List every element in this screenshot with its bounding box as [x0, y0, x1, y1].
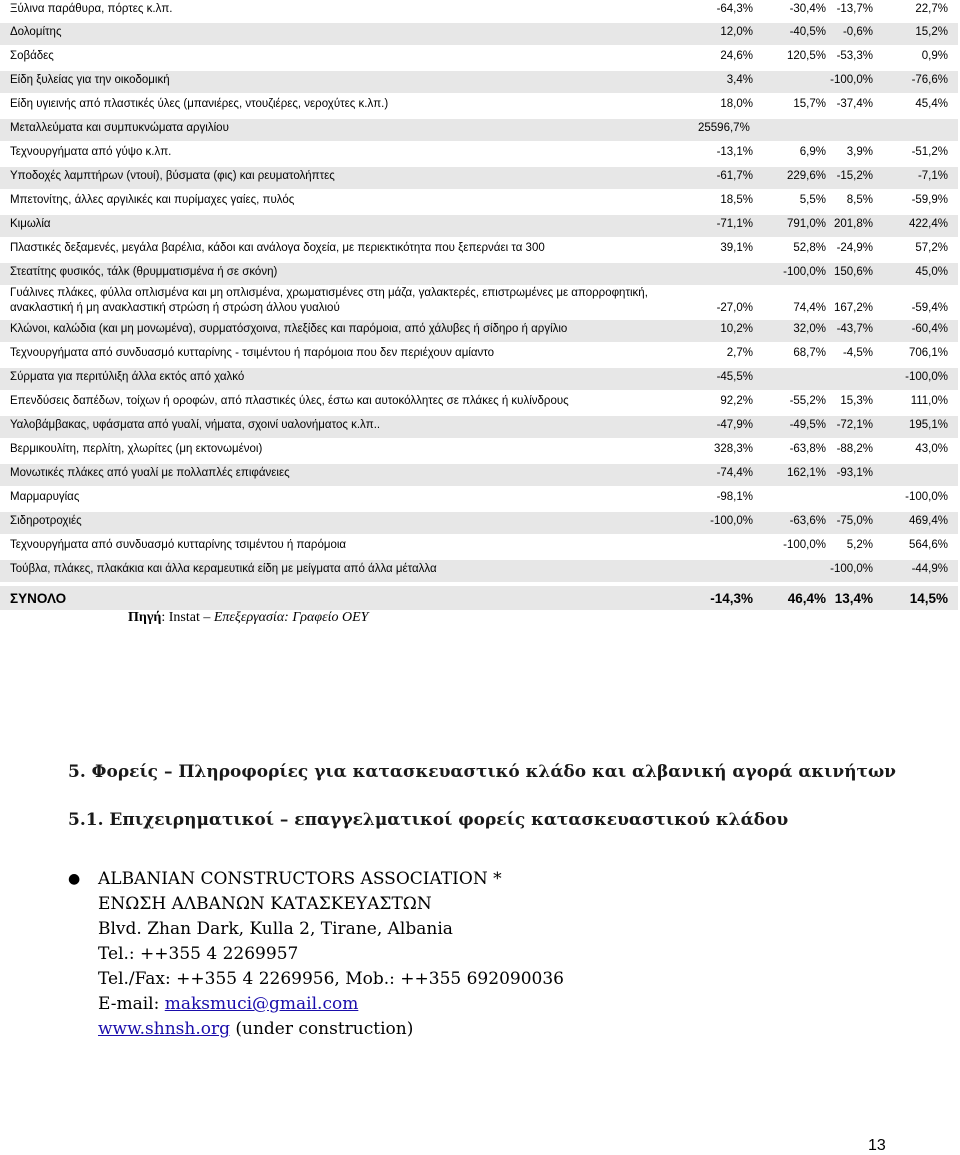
row-value-2: -55,2% [789, 395, 826, 407]
row-value-1: -45,5% [716, 371, 753, 383]
row-value-4: 564,6% [908, 539, 948, 551]
row-label: Σύρματα για περιτύλιξη άλλα εκτός από χαλκό [10, 371, 245, 383]
table-row [0, 464, 960, 486]
row-value-2: -63,8% [789, 443, 826, 455]
row-label: Υποδοχές λαμπτήρων (ντουί), βύσματα (φις) και ρευματολήπτες [10, 170, 335, 182]
row-value-4: 15,2% [915, 26, 948, 38]
row-value-1: -98,1% [716, 491, 753, 503]
row-value-2: -49,5% [789, 419, 826, 431]
row-value-4: 422,4% [908, 218, 948, 230]
table-row [0, 368, 960, 390]
row-value-3: -24,9% [836, 242, 873, 254]
row-value-3: 150,6% [833, 266, 873, 278]
total-value-1: -14,3% [710, 591, 753, 606]
row-label: Τεχνουργήματα από συνδυασμό κυτταρίνης - τσιμέντου ή παρόμοια που δεν περιέχουν αμίαντο [10, 347, 495, 359]
row-label: Τεχνουργήματα από συνδυασμό κυτταρίνης τσιμέντου ή παρόμοια [10, 539, 347, 551]
table-row [0, 560, 960, 582]
row-value-3: 3,9% [846, 146, 873, 158]
row-value-4: 45,0% [915, 266, 948, 278]
row-value-1: 328,3% [713, 443, 753, 455]
website-link[interactable]: www.shnsh.org [98, 1019, 230, 1039]
row-label: Τούβλα, πλάκες, πλακάκια και άλλα κεραμευτικά είδη με μείγματα από άλλα μέταλλα [10, 563, 437, 575]
row-label: Γυάλινες πλάκες, φύλλα οπλισμένα και μη οπλισμένα, χρωματισμένες στη μάζα, γαλακτερές, επιστρωμένες με απορροφητική, [10, 287, 648, 299]
total-value-4: 14,5% [909, 591, 948, 606]
row-value-3: 167,2% [833, 302, 873, 314]
telefax-mobile: Tel./Fax: ++355 4 2269956, Mob.: ++355 692090036 [98, 969, 564, 989]
row-label: Σιδηροτροχιές [10, 515, 82, 527]
row-label: Είδη υγιεινής από πλαστικές ύλες (μπανιέρες, ντουζιέρες, νεροχύτες κ.λπ.) [10, 98, 389, 110]
row-value-1: -47,9% [716, 419, 753, 431]
row-value-4: -59,4% [911, 302, 948, 314]
row-label: Κιμωλία [10, 218, 51, 230]
row-value-2: 162,1% [786, 467, 826, 479]
row-value-1: 39,1% [720, 242, 753, 254]
row-value-4: -60,4% [911, 323, 948, 335]
row-value-3: -37,4% [836, 98, 873, 110]
row-value-1: 24,6% [720, 50, 753, 62]
row-label: Μονωτικές πλάκες από γυαλί με πολλαπλές επιφάνειες [10, 467, 290, 479]
row-label: Μεταλλεύματα και συμπυκνώματα αργιλίου [10, 122, 229, 134]
row-value-4: -44,9% [911, 563, 948, 575]
row-value-3: -53,3% [836, 50, 873, 62]
row-value-3: -75,0% [836, 515, 873, 527]
total-value-3: 13,4% [834, 591, 873, 606]
page-number: 13 [868, 1137, 886, 1154]
row-value-3: 5,2% [846, 539, 873, 551]
table-row [0, 536, 960, 558]
row-value-4: 111,0% [910, 395, 948, 407]
row-label: Βερμικουλίτη, περλίτη, χλωρίτες (μη εκτονωμένοι) [10, 443, 263, 455]
row-label: Στεατίτης φυσικός, τάλκ (θρυμματισμένα ή σε σκόνη) [10, 266, 278, 278]
table-row [0, 320, 960, 342]
email-link[interactable]: maksmuci@gmail.com [164, 994, 359, 1014]
telephone: Tel.: ++355 4 2269957 [98, 944, 299, 964]
row-value-4: -7,1% [917, 170, 948, 182]
row-value-1: 18,0% [720, 98, 753, 110]
table-row [0, 143, 960, 165]
row-value-2: 229,6% [786, 170, 826, 182]
row-value-3: -4,5% [842, 347, 873, 359]
table-row [0, 512, 960, 534]
address: Blvd. Zhan Dark, Kulla 2, Tirane, Albania [98, 919, 453, 939]
row-value-1: 10,2% [720, 323, 753, 335]
row-value-4: 0,9% [921, 50, 948, 62]
row-value-2: 15,7% [793, 98, 826, 110]
row-value-3: -15,2% [836, 170, 873, 182]
row-label: Είδη ξυλείας για την οικοδομική [10, 74, 170, 86]
table-row [0, 47, 960, 69]
row-value-3: -0,6% [842, 26, 873, 38]
row-value-3: -88,2% [836, 443, 873, 455]
table-row [0, 191, 960, 213]
table-row [0, 344, 960, 366]
table-row [0, 0, 960, 21]
row-value-2: 6,9% [799, 146, 826, 158]
total-label: ΣΥΝΟΛΟ [10, 591, 67, 606]
row-value-1: -100,0% [710, 515, 753, 527]
row-label: Μπετονίτης, άλλες αργιλικές και πυρίμαχες γαίες, πυλός [10, 194, 295, 206]
row-value-2: 68,7% [793, 347, 826, 359]
table-row [0, 440, 960, 462]
row-label: Μαρμαρυγίας [10, 491, 80, 503]
row-value-3: -93,1% [836, 467, 873, 479]
row-value-3: 8,5% [846, 194, 873, 206]
website-line: www.shnsh.org (under construction) [98, 1019, 414, 1039]
row-value-4: -59,9% [911, 194, 948, 206]
row-value-2: 32,0% [793, 323, 826, 335]
row-value-1: 12,0% [720, 26, 753, 38]
row-value-4: 43,0% [915, 443, 948, 455]
row-value-1: -64,3% [716, 3, 753, 15]
row-label: Υαλοβάμβακας, υφάσματα από γυαλί, νήματα, σχοινί υαλονήματος κ.λπ.. [10, 419, 381, 431]
total-row [0, 586, 960, 610]
row-value-4: 706,1% [908, 347, 948, 359]
row-value-4: -51,2% [911, 146, 948, 158]
table-source: Πηγή: Instat – Επεξεργασία: Γραφείο ΟΕΥ [128, 610, 369, 625]
row-label: Τεχνουργήματα από γύψο κ.λπ. [10, 146, 172, 158]
row-value-2: -100,0% [783, 539, 826, 551]
row-label: Πλαστικές δεξαμενές, μεγάλα βαρέλια, κάδοι και ανάλογα δοχεία, με περιεκτικότητα που ξεπερνάει τα 300 [10, 242, 545, 254]
row-value-3: -43,7% [836, 323, 873, 335]
table-row [0, 95, 960, 117]
row-value-4: 45,4% [915, 98, 948, 110]
table-row [0, 119, 960, 141]
table-row [0, 392, 960, 414]
row-value-3: -100,0% [830, 74, 873, 86]
row-value-3: -13,7% [836, 3, 873, 15]
row-label: Επενδύσεις δαπέδων, τοίχων ή οροφών, από πλαστικές ύλες, έστω και αυτοκόλλητες σε πλάκες ή κυλίνδρους [10, 395, 569, 407]
email-line: E-mail: maksmuci@gmail.com [98, 994, 359, 1014]
row-value-3: -100,0% [830, 563, 873, 575]
table-row [0, 287, 960, 318]
association-name-en: ALBANIAN CONSTRUCTORS ASSOCIATION * [98, 869, 502, 889]
row-value-2: -100,0% [783, 266, 826, 278]
table-row [0, 167, 960, 189]
row-value-1: -74,4% [716, 467, 753, 479]
table-row [0, 215, 960, 237]
row-label: Ξύλινα παράθυρα, πόρτες κ.λπ. [10, 3, 173, 15]
table-row [0, 71, 960, 93]
table-row [0, 239, 960, 261]
row-value-4: 195,1% [908, 419, 948, 431]
section-heading-5-1: 5.1. Επιχειρηματικοί – επαγγελματικοί φορείς κατασκευαστικού κλάδου [68, 810, 789, 830]
row-value-1: 25596,7% [698, 122, 750, 134]
row-value-1: 3,4% [726, 74, 753, 86]
row-value-1: 18,5% [720, 194, 753, 206]
row-value-2: -30,4% [789, 3, 826, 15]
row-value-1: -61,7% [716, 170, 753, 182]
row-value-2: 791,0% [786, 218, 826, 230]
row-value-4: -100,0% [905, 371, 948, 383]
row-value-1: -13,1% [716, 146, 753, 158]
table-row [0, 263, 960, 285]
row-label: Δολομίτης [10, 26, 62, 38]
row-value-2: -63,6% [789, 515, 826, 527]
row-value-2: 74,4% [793, 302, 826, 314]
row-value-1: -71,1% [716, 218, 753, 230]
section-heading-5: 5. Φορείς – Πληροφορίες για κατασκευαστικό κλάδο και αλβανική αγορά ακινήτων [68, 762, 896, 782]
row-value-1: 92,2% [720, 395, 753, 407]
row-value-2: 52,8% [793, 242, 826, 254]
row-value-4: 57,2% [915, 242, 948, 254]
row-value-1: 2,7% [726, 347, 753, 359]
row-value-2: 5,5% [799, 194, 826, 206]
table-row [0, 416, 960, 438]
row-value-3: -72,1% [836, 419, 873, 431]
row-value-4: -100,0% [905, 491, 948, 503]
row-label: Κλώνοι, καλώδια (και μη μονωμένα), συρματόσχοινα, πλεξίδες και παρόμοια, από χάλυβες ή σίδηρο ή αργίλιο [10, 323, 568, 335]
row-value-2: -40,5% [789, 26, 826, 38]
row-label-continued: ανακλαστική ή μη ανακλαστική στρώση ή στρώση άλλου γυαλιού [10, 302, 340, 314]
row-value-4: -76,6% [911, 74, 948, 86]
row-value-3: 201,8% [833, 218, 873, 230]
association-name-gr: ΕΝΩΣΗ ΑΛΒΑΝΩΝ ΚΑΤΑΣΚΕΥΑΣΤΩΝ [98, 894, 432, 914]
row-value-2: 120,5% [786, 50, 826, 62]
table-row [0, 23, 960, 45]
row-value-4: 22,7% [915, 3, 948, 15]
row-label: Σοβάδες [10, 50, 54, 62]
row-value-4: 469,4% [908, 515, 948, 527]
table-row [0, 488, 960, 510]
bullet-icon: ● [68, 871, 81, 887]
total-value-2: 46,4% [787, 591, 826, 606]
row-value-1: -27,0% [716, 302, 753, 314]
row-value-3: 15,3% [840, 395, 873, 407]
